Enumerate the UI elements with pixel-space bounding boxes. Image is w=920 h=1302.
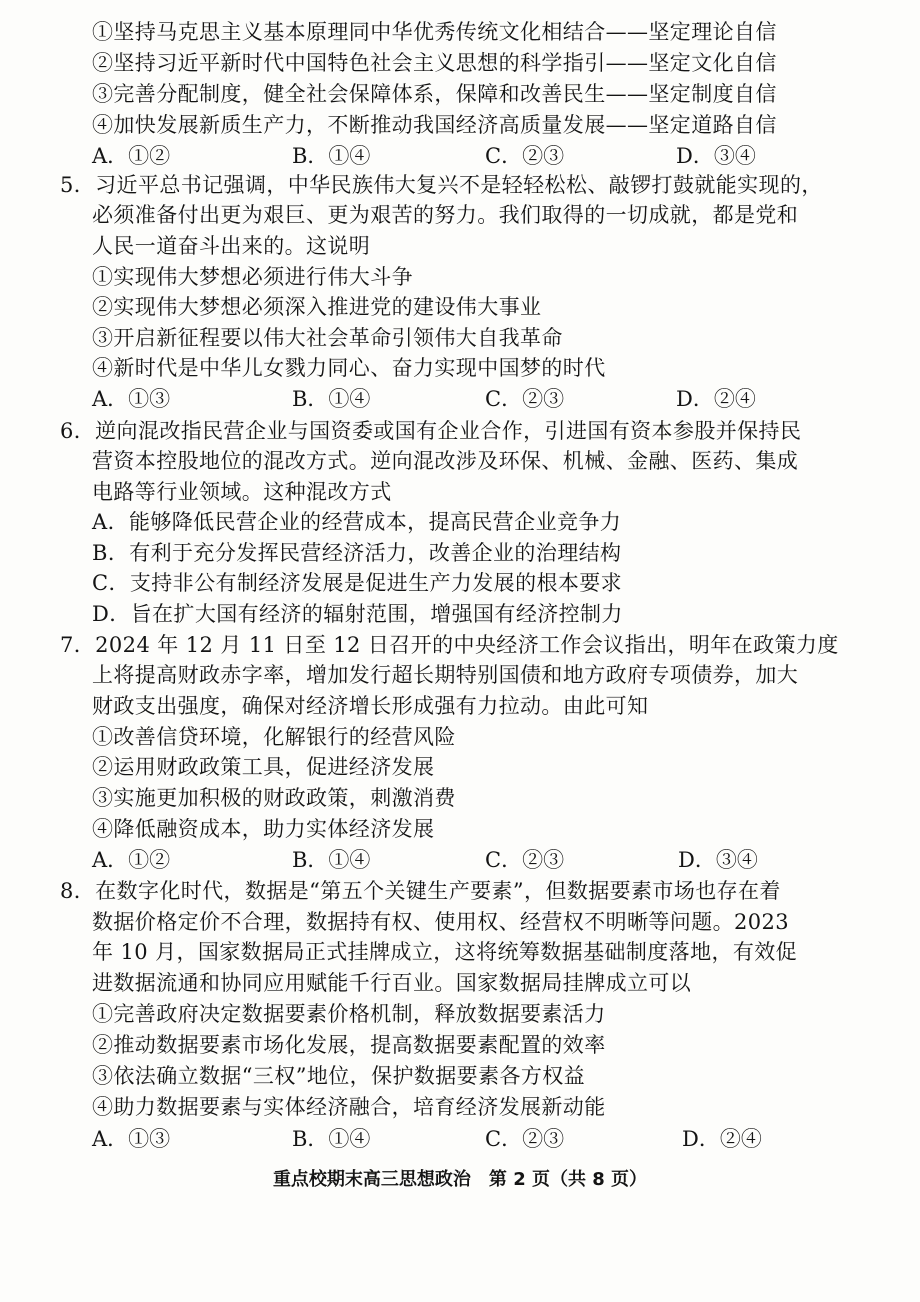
q5-statement-3: ③开启新征程要以伟大社会革命引领伟大自我革命 <box>92 326 563 350</box>
q4-option-c: C．②③ <box>485 144 565 168</box>
q7-option-b: B．①④ <box>292 848 371 872</box>
q5-stem-line-2: 必须准备付出更为艰巨、更为艰苦的努力。我们取得的一切成就，都是党和 <box>92 203 799 227</box>
q7-option-d: D．③④ <box>678 848 758 872</box>
q8-option-a: A．①③ <box>92 1127 171 1151</box>
q8-stem-line-4: 进数据流通和协同应用赋能千行百业。国家数据局挂牌成立可以 <box>92 971 692 995</box>
q7-stem-line-3: 财政支出强度，确保对经济增长形成强有力拉动。由此可知 <box>92 694 649 718</box>
q8-statement-4: ④助力数据要素与实体经济融合，培育经济发展新动能 <box>92 1095 606 1119</box>
q4-option-d: D．③④ <box>676 144 756 168</box>
q8-options <box>0 1124 920 1154</box>
q7-option-a: A．①② <box>92 848 171 872</box>
q6-stem-line-3: 电路等行业领域。这种混改方式 <box>92 480 392 504</box>
q8-stem-line-3: 年 10 月，国家数据局正式挂牌成立，这将统筹数据基础制度落地，有效促 <box>92 940 798 964</box>
q6-option-c: C．支持非公有制经济发展是促进生产力发展的根本要求 <box>92 571 623 595</box>
q4-statement-2: ②坚持习近平新时代中国特色社会主义思想的科学指引——坚定文化自信 <box>92 51 777 75</box>
q5-stem-line-1: 5．习近平总书记强调，中华民族伟大复兴不是轻轻松松、敲锣打鼓就能实现的， <box>60 173 823 197</box>
q7-statement-3: ③实施更加积极的财政政策，刺激消费 <box>92 786 456 810</box>
q6-stem-line-2: 营资本控股地位的混改方式。逆向混改涉及环保、机械、金融、医药、集成 <box>92 449 799 473</box>
q7-statement-4: ④降低融资成本，助力实体经济发展 <box>92 817 435 841</box>
q5-statement-2: ②实现伟大梦想必须深入推进党的建设伟大事业 <box>92 295 542 319</box>
q8-statement-1: ①完善政府决定数据要素价格机制，释放数据要素活力 <box>92 1002 606 1026</box>
q8-stem-line-2: 数据价格定价不合理，数据持有权、使用权、经营权不明晰等问题。2023 <box>92 910 790 934</box>
q8-stem-line-1: 8．在数字化时代，数据是“第五个关键生产要素”，但数据要素市场也存在着 <box>60 879 781 903</box>
q4-statement-4: ④加快发展新质生产力，不断推动我国经济高质量发展——坚定道路自信 <box>92 113 777 137</box>
q7-options <box>0 845 920 875</box>
q6-option-d: D．旨在扩大国有经济的辐射范围，增强国有经济控制力 <box>92 602 623 626</box>
q7-option-c: C．②③ <box>485 848 565 872</box>
q5-statement-1: ①实现伟大梦想必须进行伟大斗争 <box>92 265 413 289</box>
q6-option-b: B．有利于充分发挥民营经济活力，改善企业的治理结构 <box>92 541 622 565</box>
q4-option-a: A．①② <box>92 144 171 168</box>
q8-option-c: C．②③ <box>485 1127 565 1151</box>
q7-stem-line-2: 上将提高财政赤字率，增加发行超长期特别国债和地方政府专项债券，加大 <box>92 663 799 687</box>
q5-option-b: B．①④ <box>292 387 371 411</box>
q4-statement-3: ③完善分配制度，健全社会保障体系，保障和改善民生——坚定制度自信 <box>92 82 777 106</box>
q5-stem-line-3: 人民一道奋斗出来的。这说明 <box>92 234 371 258</box>
q8-option-b: B．①④ <box>292 1127 371 1151</box>
q6-option-a: A．能够降低民营企业的经营成本，提高民营企业竞争力 <box>92 510 622 534</box>
q5-options <box>0 384 920 414</box>
page-footer: 重点校期末高三思想政治 第 2 页（共 8 页） <box>272 1169 648 1190</box>
q7-statement-2: ②运用财政政策工具，促进经济发展 <box>92 755 435 779</box>
q5-option-d: D．②④ <box>676 387 756 411</box>
q4-options <box>0 141 920 171</box>
q4-statement-1: ①坚持马克思主义基本原理同中华优秀传统文化相结合——坚定理论自信 <box>92 20 777 44</box>
q5-statement-4: ④新时代是中华儿女戮力同心、奋力实现中国梦的时代 <box>92 356 606 380</box>
q7-stem-line-1: 7．2024 年 12 月 11 日至 12 日召开的中央经济工作会议指出，明年在政策力度 <box>60 633 839 657</box>
q4-option-b: B．①④ <box>292 144 371 168</box>
q8-statement-2: ②推动数据要素市场化发展，提高数据要素配置的效率 <box>92 1033 606 1057</box>
q8-option-d: D．②④ <box>682 1127 762 1151</box>
q5-option-c: C．②③ <box>485 387 565 411</box>
q8-statement-3: ③依法确立数据“三权”地位，保护数据要素各方权益 <box>92 1064 586 1088</box>
q7-statement-1: ①改善信贷环境，化解银行的经营风险 <box>92 725 456 749</box>
q5-option-a: A．①③ <box>92 387 171 411</box>
q6-stem-line-1: 6．逆向混改指民营企业与国资委或国有企业合作，引进国有资本参股并保持民 <box>60 419 802 443</box>
